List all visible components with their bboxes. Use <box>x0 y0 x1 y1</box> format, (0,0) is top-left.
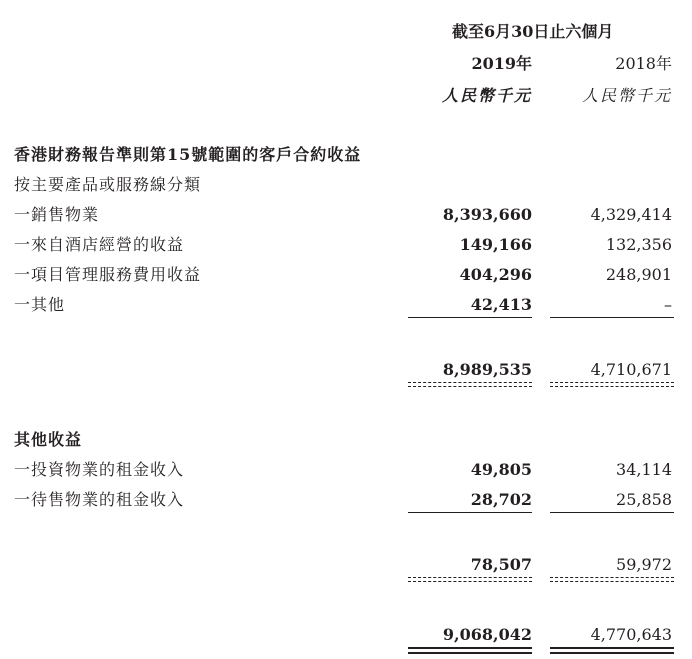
subtotal-rule <box>550 512 674 513</box>
row-value-2018: – <box>664 295 672 314</box>
subtotal-rule <box>408 512 532 513</box>
section2-title: 其他收益 <box>14 430 83 449</box>
row-label: 一來自酒店經營的收益 <box>14 235 185 254</box>
row-label: 一投資物業的租金收入 <box>14 460 185 479</box>
row-value-2019: 42,413 <box>470 295 532 314</box>
row-value-2019: 404,296 <box>459 265 532 284</box>
period-header: 截至6月30日止六個月 <box>452 22 614 41</box>
row-value-2018: 248,901 <box>605 265 672 284</box>
grand-total-double-rule <box>550 652 674 654</box>
row-label: 一待售物業的租金收入 <box>14 490 185 509</box>
row-value-2019: 8,393,660 <box>442 205 532 224</box>
year-2018-header: 2018年 <box>615 54 672 73</box>
total-dashed-rule <box>408 382 532 383</box>
row-value-2018: 34,114 <box>616 460 672 479</box>
total-dashed-rule <box>550 386 674 387</box>
row-value-2019: 149,166 <box>459 235 532 254</box>
subtotal-rule <box>408 317 532 318</box>
row-value-2019: 49,805 <box>470 460 532 479</box>
subtotal-rule <box>550 317 674 318</box>
section1-subtitle: 按主要產品或服務線分類 <box>14 175 202 194</box>
grand-total-double-rule <box>550 647 674 649</box>
grand-total-2018: 4,770,643 <box>590 625 672 644</box>
section2-total-2018: 59,972 <box>616 555 672 574</box>
row-label: 一其他 <box>14 295 66 314</box>
total-dashed-rule <box>408 581 532 582</box>
grand-total-double-rule <box>408 652 532 654</box>
total-dashed-rule <box>408 577 532 578</box>
row-label: 一項目管理服務費用收益 <box>14 265 202 284</box>
section1-total-2019: 8,989,535 <box>442 360 532 379</box>
total-dashed-rule <box>550 581 674 582</box>
section1-title: 香港財務報告準則第15號範圍的客戶合約收益 <box>14 145 362 164</box>
row-label: 一銷售物業 <box>14 205 100 224</box>
row-value-2018: 25,858 <box>616 490 672 509</box>
grand-total-2019: 9,068,042 <box>442 625 532 644</box>
unit-2019-header: 人民幣千元 <box>441 86 532 105</box>
total-dashed-rule <box>550 382 674 383</box>
year-2019-header: 2019年 <box>471 54 532 73</box>
section1-total-2018: 4,710,671 <box>590 360 672 379</box>
row-value-2019: 28,702 <box>470 490 532 509</box>
unit-2018-header: 人民幣千元 <box>581 86 672 105</box>
section2-total-2019: 78,507 <box>470 555 532 574</box>
row-value-2018: 132,356 <box>605 235 672 254</box>
grand-total-double-rule <box>408 647 532 649</box>
total-dashed-rule <box>408 386 532 387</box>
total-dashed-rule <box>550 577 674 578</box>
row-value-2018: 4,329,414 <box>590 205 672 224</box>
